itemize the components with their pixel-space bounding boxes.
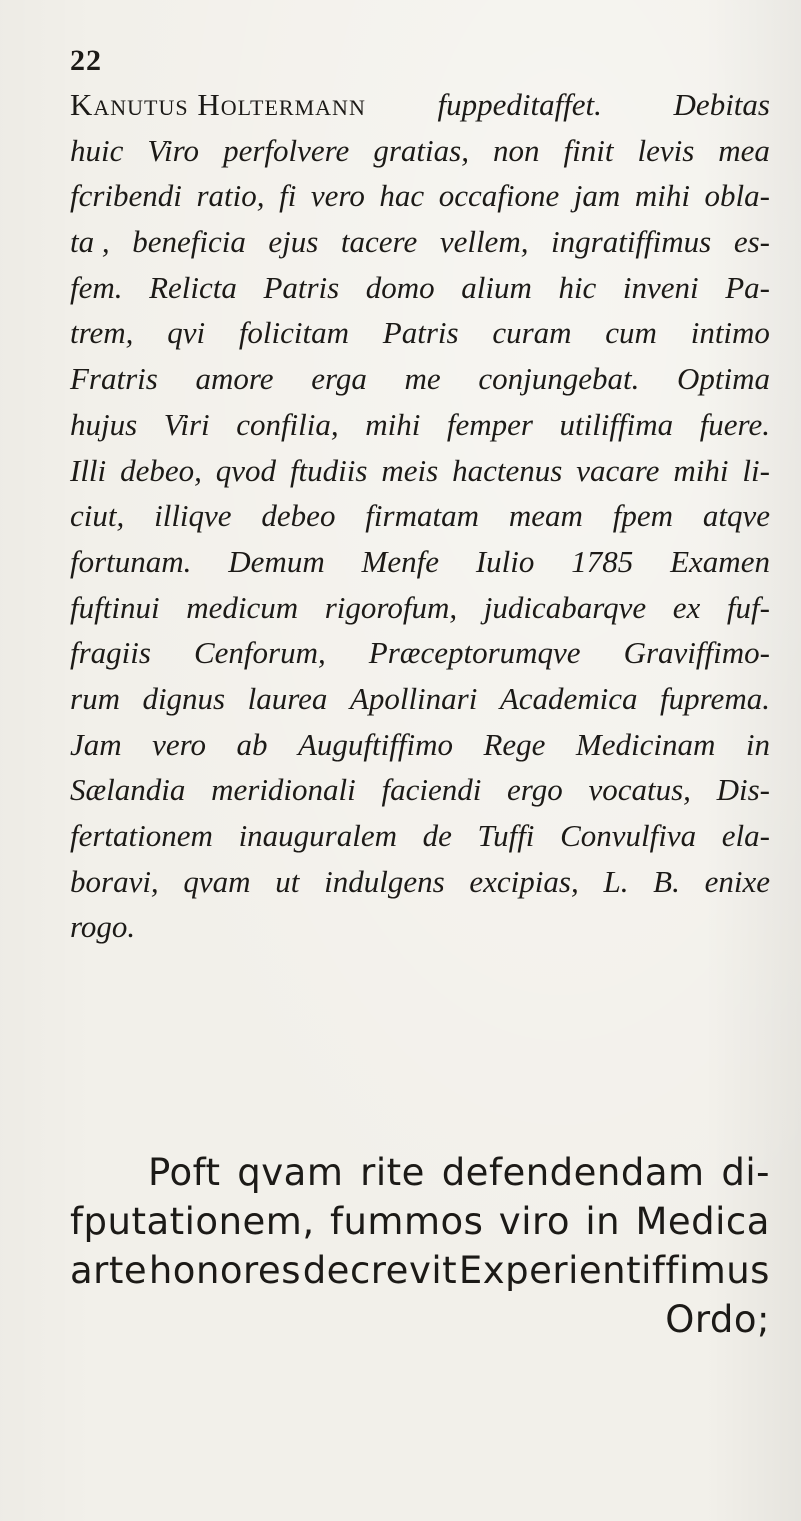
word: ab: [236, 726, 268, 762]
word: di-: [721, 1151, 770, 1194]
word: boravi,: [70, 863, 159, 899]
word: Menfe: [361, 543, 440, 579]
word: Convulfiva: [560, 818, 697, 853]
word: Relicta: [149, 269, 237, 305]
word: qvi: [167, 315, 206, 351]
word: li-: [742, 452, 770, 488]
word: fuf-: [726, 589, 770, 625]
word: occafione: [438, 178, 560, 214]
word: mihi: [634, 178, 690, 214]
word: ingratiffimus: [551, 224, 712, 260]
word: Apollinari: [349, 680, 478, 716]
text-line: [70, 1148, 770, 1197]
word: hujus: [70, 406, 138, 442]
word: Debitas: [673, 87, 770, 122]
word: Illi: [70, 452, 107, 488]
word: tacere: [340, 224, 418, 260]
text-line: [70, 1246, 770, 1295]
word: Experientiffimus: [458, 1249, 770, 1292]
dedication-paragraph: [70, 82, 770, 950]
word: judicabarqve: [483, 589, 647, 625]
word: confilia,: [236, 406, 339, 442]
word: vocatus,: [588, 772, 691, 808]
word: amore: [195, 361, 274, 397]
word: Viro: [147, 132, 200, 168]
word: in: [585, 1200, 621, 1243]
text-line: [70, 448, 770, 494]
word: hactenus: [452, 452, 563, 488]
word: debeo,: [120, 452, 202, 488]
word: Graviffimo-: [623, 635, 770, 671]
word: mea: [718, 132, 770, 168]
word: L.: [603, 863, 629, 899]
text-line: [70, 310, 770, 356]
word: vacare: [576, 452, 660, 488]
word: viro: [498, 1200, 571, 1243]
word: vero: [310, 178, 365, 214]
word: rogo.: [70, 909, 136, 945]
word: fortunam.: [70, 543, 192, 579]
word: obla-: [704, 178, 770, 214]
word: illiqve: [154, 498, 232, 534]
word: faciendi: [381, 772, 482, 808]
text-line: [70, 722, 770, 768]
word: conjungebat.: [478, 361, 640, 397]
word: utiliffima: [559, 406, 674, 442]
word: jam: [573, 178, 621, 214]
text-line: [70, 265, 770, 311]
word: fi: [279, 178, 297, 214]
word: Demum: [228, 543, 325, 579]
word: ejus: [268, 224, 319, 260]
word: qvam: [183, 863, 251, 899]
text-line: [70, 1295, 770, 1344]
word: inveni: [622, 269, 699, 305]
word: Examen: [670, 543, 770, 579]
word: mihi: [365, 406, 421, 442]
text-line: [70, 356, 770, 402]
word: ela-: [721, 818, 770, 853]
word: in: [745, 726, 770, 762]
text-line: [70, 585, 770, 631]
word: Medicinam: [575, 726, 716, 762]
word: indulgens: [324, 863, 445, 899]
text-line: [70, 402, 770, 448]
word: trem,: [70, 315, 134, 351]
word: Medica: [635, 1200, 770, 1243]
word: fcribendi: [70, 178, 182, 214]
word: fuere.: [699, 406, 770, 442]
text-line: [70, 493, 770, 539]
word: Auguftiffimo: [298, 726, 453, 762]
word: fuftinui: [70, 589, 160, 625]
word: meis: [381, 452, 439, 488]
text-line: [70, 219, 770, 265]
word: perfolvere: [223, 132, 350, 168]
word: Patris: [382, 315, 459, 351]
word: honores: [148, 1249, 301, 1292]
word: ut: [275, 863, 300, 899]
word: es-: [733, 224, 770, 260]
word: non: [492, 132, 540, 168]
word: defendendam: [441, 1151, 705, 1194]
word: Patris: [263, 269, 340, 305]
word: meridionali: [211, 772, 356, 808]
word: curam: [492, 315, 572, 351]
word: decrevit: [302, 1249, 458, 1292]
text-line: [70, 767, 770, 813]
word: Dis-: [716, 772, 770, 808]
word: vellem,: [439, 224, 529, 260]
word: hic: [558, 269, 597, 305]
word: medicum: [186, 589, 299, 625]
word: dignus: [142, 680, 226, 716]
word: fuprema.: [660, 680, 770, 716]
word: enixe: [704, 863, 770, 899]
text-line: [70, 676, 770, 722]
word: rigorofum,: [324, 589, 458, 625]
word: fuppeditaffet.: [437, 87, 602, 122]
word: Academica: [499, 680, 638, 716]
word: ergo: [507, 772, 563, 808]
word: Poft: [148, 1151, 221, 1194]
text-line: [70, 630, 770, 676]
word: rite: [360, 1151, 425, 1194]
word: erga: [311, 361, 367, 397]
word: fpem: [612, 498, 673, 534]
text-line: [70, 539, 770, 585]
word: ta ,: [70, 224, 110, 260]
word: Viri: [163, 406, 210, 442]
word: levis: [637, 132, 695, 168]
word: B.: [653, 863, 680, 899]
text-line: [70, 813, 770, 859]
word: finit: [563, 132, 614, 168]
word: fertationem: [70, 818, 213, 853]
word: Iulio: [475, 543, 535, 579]
word: Cenforum,: [194, 635, 326, 671]
word: debeo: [261, 498, 336, 534]
word: vero: [152, 726, 207, 762]
word: ciut,: [70, 498, 125, 534]
word: hac: [379, 178, 425, 214]
word: fputationem,: [70, 1200, 315, 1243]
word: inauguralem: [238, 818, 397, 853]
word: Ordo;: [665, 1298, 770, 1341]
word: beneficia: [132, 224, 246, 260]
word: Pa-: [725, 269, 770, 305]
word: Tuffi: [477, 818, 535, 853]
word: gratias,: [373, 132, 469, 168]
word: domo: [365, 269, 435, 305]
word: Optima: [676, 361, 770, 397]
word: Rege: [483, 726, 546, 762]
word: rum: [70, 680, 120, 716]
word: ratio,: [196, 178, 265, 214]
word: atqve: [702, 498, 770, 534]
word: fem.: [70, 269, 123, 305]
word: fummos: [329, 1200, 484, 1243]
word: firmatam: [365, 498, 479, 534]
word: Fratris: [70, 361, 158, 397]
word: Jam: [70, 726, 122, 762]
word: cum: [605, 315, 657, 351]
text-line: [70, 173, 770, 219]
word: huic: [70, 132, 124, 168]
text-line: [70, 82, 770, 128]
word: meam: [508, 498, 583, 534]
word: ftudiis: [289, 452, 368, 488]
body-paragraph: [70, 1148, 770, 1344]
page-number: 22: [70, 44, 102, 77]
word: qvam: [237, 1151, 344, 1194]
word: 1785: [571, 543, 634, 579]
text-line: [70, 1197, 770, 1246]
word: me: [404, 361, 441, 397]
text-line: [70, 904, 770, 950]
word: folicitam: [238, 315, 350, 351]
word: de: [422, 818, 452, 853]
word: mihi: [673, 452, 729, 488]
word: qvod: [215, 452, 277, 488]
word: Sælandia: [70, 772, 186, 808]
word: Præceptorumqve: [368, 635, 581, 671]
word: intimo: [690, 315, 770, 351]
word: laurea: [247, 680, 328, 716]
word: ex: [672, 589, 701, 625]
author-name: Kanutus Holtermann: [70, 87, 366, 122]
word: femper: [446, 406, 533, 442]
text-line: [70, 128, 770, 174]
text-line: [70, 859, 770, 905]
word: fragiis: [70, 635, 151, 671]
word: excipias,: [469, 863, 579, 899]
word: alium: [461, 269, 532, 305]
word: arte: [70, 1249, 148, 1292]
